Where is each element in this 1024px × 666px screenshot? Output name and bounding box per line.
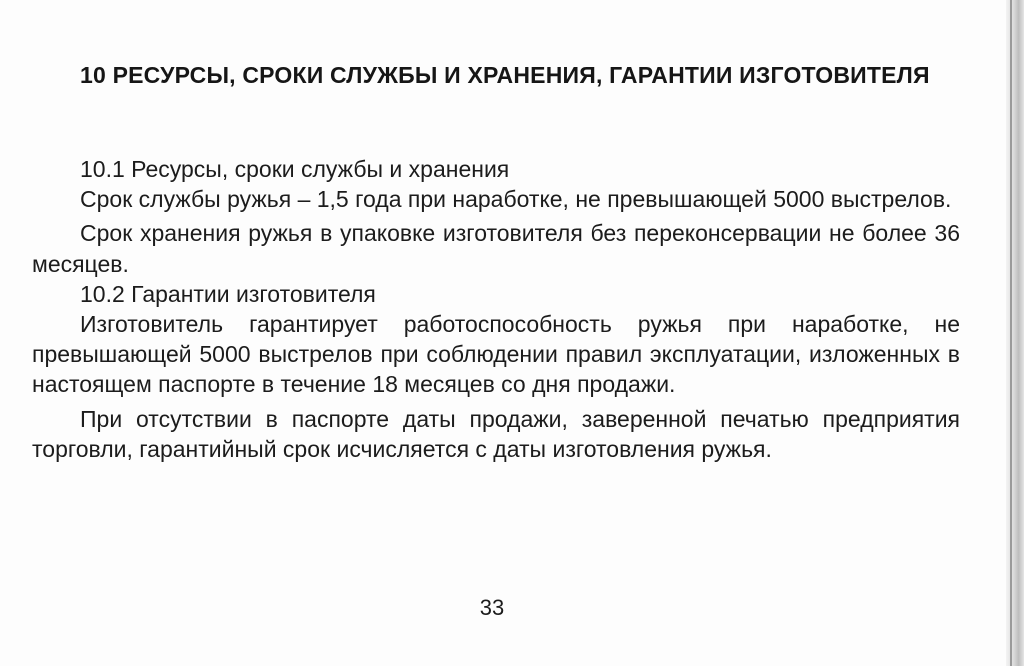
paragraph-storage-life: Срок хранения ружья в упаковке изготовителя без переконсервации не более 36 месяцев. bbox=[32, 220, 960, 277]
subheading-warranty: 10.2 Гарантии изготовителя bbox=[80, 280, 376, 307]
page-edge-line bbox=[1010, 0, 1012, 666]
page-number: 33 bbox=[479, 595, 505, 620]
section-heading: 10 РЕСУРСЫ, СРОКИ СЛУЖБЫ И ХРАНЕНИЯ, ГАРАНТИИ ИЗГОТОВИТЕЛЯ bbox=[80, 62, 930, 88]
subheading-resources: 10.1 Ресурсы, сроки службы и хранения bbox=[80, 156, 510, 182]
paragraph-warranty-no-date: При отсутствии в паспорте даты продажи, заверенной печатью предприятия торговли, гарантийный срок исчисляется с даты изготовления ружья. bbox=[32, 405, 960, 462]
paragraph-warranty: Изготовитель гарантирует работоспособность ружья при наработке, не превышающей 5000 выстрелов при соблюдении правил эксплуатации, изложенных в настоящем паспорте в течение 18 месяцев со дня продажи. bbox=[32, 311, 960, 398]
body-text bbox=[32, 154, 960, 464]
page-edge-shadow bbox=[1006, 0, 1024, 666]
paragraph-service-life: Срок службы ружья – 1,5 года при наработке, не превышающей 5000 выстрелов. bbox=[80, 186, 952, 213]
